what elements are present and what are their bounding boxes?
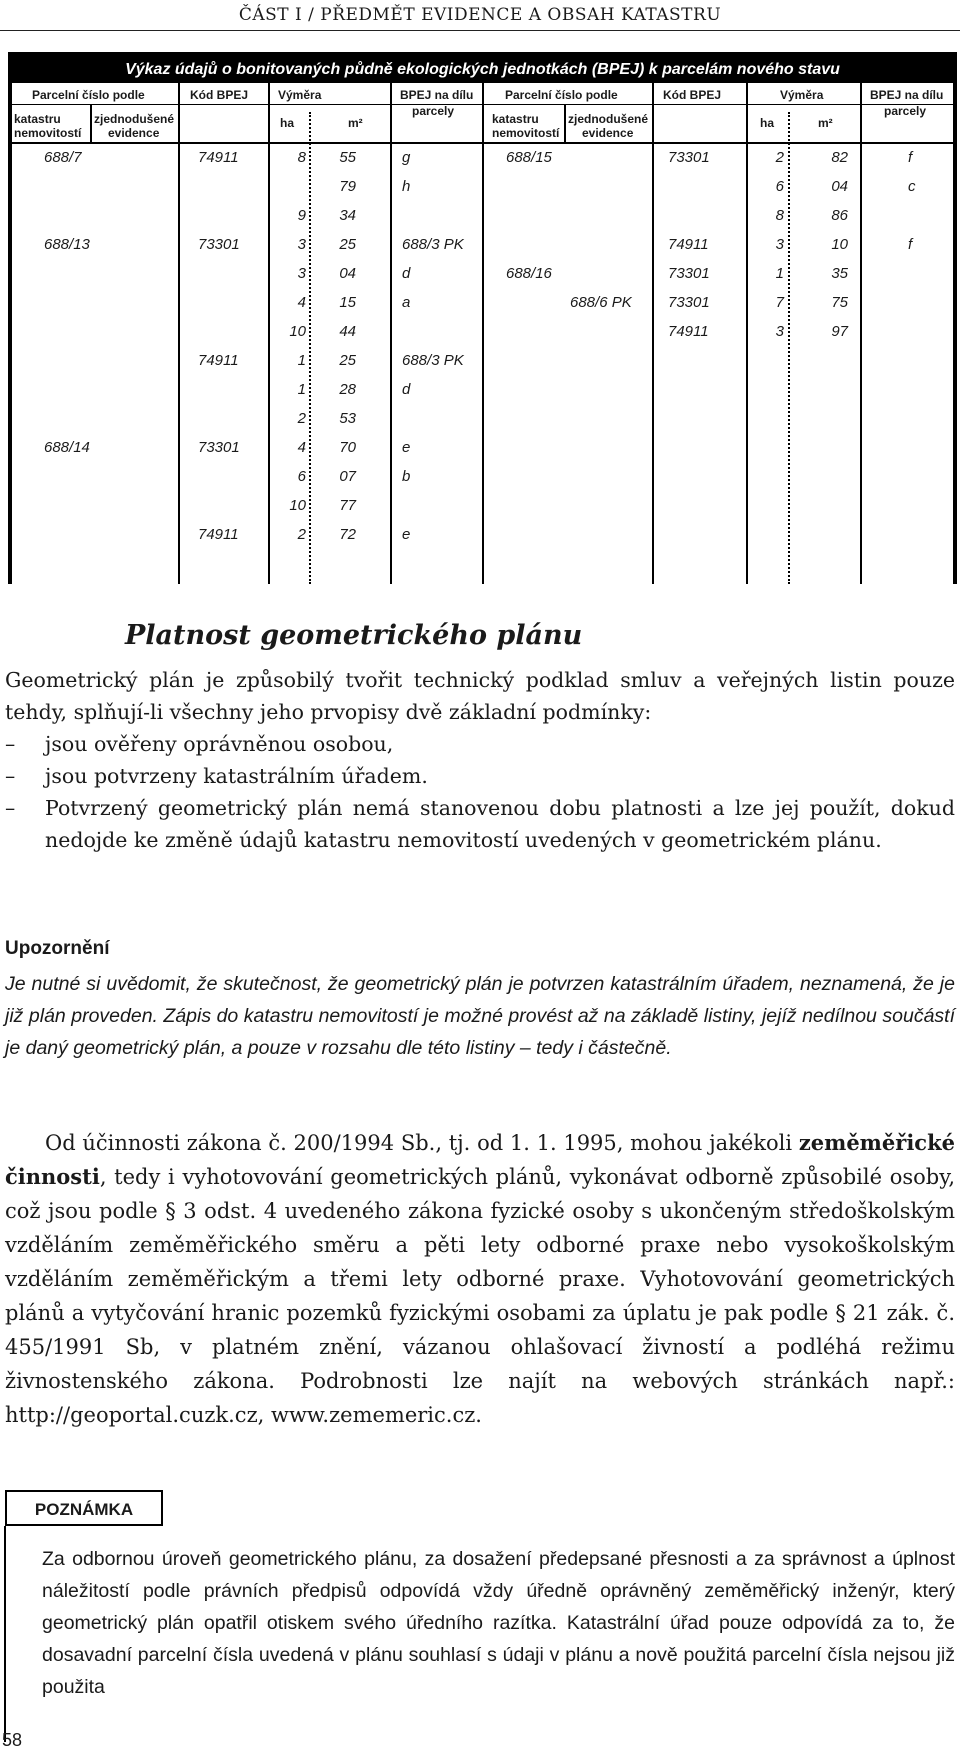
header-parcelni-cislo-left: Parcelní číslo podle <box>32 88 145 102</box>
table-cell-m2: 70 <box>339 439 356 456</box>
table-cell-kat: 688/14 <box>44 439 90 456</box>
table-cell-ha: 4 <box>297 439 306 456</box>
table-cell-bpej: 688/3 PK <box>402 236 464 253</box>
header-parcely-left: parcely <box>412 104 455 118</box>
table-right-border <box>953 52 957 584</box>
table-cell-m2: 97 <box>831 323 848 340</box>
warning-text: Je nutné si uvědomit, že skutečnost, že geometrický plán je potvrzen katastrálním úřadem, neznamená, že je již plán proveden. Zápis do katastru nemovitostí je možné provést až na základě listiny, jejíž nedílnou součástí je daný geometrický plán, a pouze v rozsahu dle této listiny – tedy i částečně. <box>5 973 955 1059</box>
table-cell-ha: 6 <box>297 468 306 485</box>
section-title: Platnost geometrického plánu <box>125 620 583 651</box>
col-rule <box>652 83 654 584</box>
table-cell-m2: 10 <box>831 236 848 253</box>
table-cell-m2: 53 <box>339 410 356 427</box>
header-vymera-right: Výměra <box>780 88 824 102</box>
table-cell-m2: 04 <box>831 178 848 195</box>
table-cell-kod: 74911 <box>198 149 239 166</box>
table-cell-m2: 25 <box>339 236 356 253</box>
table-cell-ha: 3 <box>297 236 306 253</box>
table-cell-kod: 74911 <box>668 323 709 340</box>
col-rule <box>90 104 92 144</box>
table-cell-bpej: d <box>402 381 411 398</box>
running-head: ČÁST I / PŘEDMĚT EVIDENCE A OBSAH KATASTRU <box>238 5 722 25</box>
table-cell-kod: 74911 <box>198 352 239 369</box>
bullet-text: jsou ověřeny oprávněnou osobou, <box>45 732 394 756</box>
bullet-dash: – <box>5 764 16 788</box>
table-cell-ha: 3 <box>297 265 306 282</box>
table-cell-bpej: e <box>402 439 411 456</box>
table-cell-ha: 10 <box>289 323 306 340</box>
table-cell-m2: 25 <box>339 352 356 369</box>
table-cell-m2: 35 <box>831 265 848 282</box>
table-cell-kod: 74911 <box>668 236 709 253</box>
table-cell-kod: 73301 <box>198 236 240 253</box>
table-cell-bpej: a <box>402 294 411 311</box>
table-cell-kod: 73301 <box>668 149 710 166</box>
table-cell-m2: 55 <box>339 149 356 166</box>
col-rule <box>178 83 180 584</box>
header-zjednodusene-left: zjednodušené <box>94 112 175 126</box>
header-ha-right: ha <box>760 116 775 130</box>
table-title: Výkaz údajů o bonitovaných půdně ekologických jednotkách (BPEJ) k parcelám nového stavu <box>125 61 840 78</box>
table-cell-bpej: f <box>908 149 913 166</box>
table-cell-ha: 2 <box>775 149 784 166</box>
intro-paragraph: Geometrický plán je způsobilý tvořit technický podklad smluv a veřejných listin pouze tehdy, splňují-li všechny jeho prvopisy dvě základní podmínky: <box>5 668 955 724</box>
header-katastru-left: katastru <box>14 112 61 126</box>
header-parcely-right: parcely <box>884 104 927 118</box>
table-cell-bpej: h <box>402 178 411 195</box>
header-m2-right: m² <box>818 116 833 130</box>
table-left-border <box>8 52 12 584</box>
table-cell-bpej: e <box>402 526 411 543</box>
table-cell-ha: 8 <box>775 207 784 224</box>
table-cell-kat: 688/15 <box>506 149 552 166</box>
header-bpej-na-dilu-left: BPEJ na dílu <box>400 88 474 102</box>
bullet-item <box>5 792 955 856</box>
table-cell-m2: 07 <box>339 468 356 485</box>
col-rule-dotted <box>788 112 790 584</box>
header-evidence-right: evidence <box>582 126 634 140</box>
header-parcelni-cislo-right: Parcelní číslo podle <box>505 88 618 102</box>
table-cell-m2: 86 <box>831 207 848 224</box>
bullet-dash: – <box>5 732 16 756</box>
table-cell-ha: 1 <box>297 381 306 398</box>
col-rule-dotted <box>309 112 311 584</box>
table-cell-bpej: f <box>908 236 913 253</box>
table-cell-ha: 1 <box>775 265 784 282</box>
table-cell-bpej: 688/3 PK <box>402 352 464 369</box>
bullet-item <box>5 728 955 760</box>
table-cell-ha: 1 <box>297 352 306 369</box>
table-cell-m2: 79 <box>339 178 356 195</box>
table-cell-zje: 688/6 PK <box>570 294 632 311</box>
bullet-item <box>5 760 955 792</box>
note-text: Za odbornou úroveň geometrického plánu, za dosažení předepsané přesnosti a za správnost a úplnost náležitostí podle právních předpisů odpovídá vždy úředně oprávněný zeměměřický inženýr, který geometrický plán opatřil otiskem svého úředního razítka. Katastrální úřad pouze odpovídá za to, že dosavadní parcelní čísla uvedená v plánu souhlasí s údaji v plánu a nově použitá parcelní čísla nejsou již použita <box>42 1548 955 1698</box>
law-text-post: , tedy i vyhotovování geometrických plánů, vykonávat odborně způsobilé osoby, což jsou podle § 3 odst. 4 uvedeného zákona fyzické osoby s ukončeným středoškolským vzděláním zeměměřického směru a pěti lety odborné praxe nebo vysokoškolským vzděláním zeměměřickým a třemi lety odborné praxe. Vyhotovování geometrických plánů a vytyčování hranic pozemků fyzickými osobami za úplatu je pak podle § 21 zák. č. 455/1991 Sb, v platném znění, vázanou ohlašovací živností a podléhá režimu živnostenského zákona. Podrobnosti lze najít na webových stránkách např.: http://geoportal.cuzk.cz, www.zememeric.cz. <box>5 1165 955 1427</box>
note-label: POZNÁMKA <box>5 1490 163 1526</box>
table-cell-ha: 6 <box>775 178 784 195</box>
table-cell-m2: 15 <box>339 294 356 311</box>
table-cell-ha: 2 <box>297 410 306 427</box>
table-cell-ha: 4 <box>297 294 306 311</box>
running-head-rule <box>0 30 960 31</box>
table-cell-ha: 3 <box>775 323 784 340</box>
table-cell-kod: 74911 <box>198 526 239 543</box>
table-cell-ha: 10 <box>289 497 306 514</box>
col-rule <box>860 83 862 584</box>
table-cell-m2: 75 <box>831 294 848 311</box>
bullet-text: jsou potvrzeny katastrálním úřadem. <box>45 764 428 788</box>
table-cell-bpej: g <box>402 149 411 166</box>
page-number: 58 <box>2 1730 23 1750</box>
bullet-dash: – <box>5 796 16 820</box>
table-cell-m2: 77 <box>339 497 356 514</box>
header-nemovitosti-left: nemovitostí <box>14 126 82 140</box>
header-vymera-left: Výměra <box>278 88 322 102</box>
table-cell-m2: 44 <box>339 323 356 340</box>
col-rule <box>482 83 484 584</box>
header-kod-bpej-left: Kód BPEJ <box>190 88 249 102</box>
law-text-bold: zeměměřické činnosti <box>5 1130 955 1189</box>
table-cell-kod: 73301 <box>668 294 710 311</box>
header-katastru-right: katastru <box>492 112 539 126</box>
header-m2-left: m² <box>348 116 363 130</box>
table-cell-m2: 28 <box>339 381 356 398</box>
law-paragraph <box>5 1126 955 1432</box>
table-cell-ha: 7 <box>775 294 784 311</box>
header-nemovitosti-right: nemovitostí <box>492 126 560 140</box>
table-cell-ha: 8 <box>297 149 306 166</box>
table-cell-m2: 04 <box>339 265 356 282</box>
table-cell-bpej: d <box>402 265 411 282</box>
table-cell-kat: 688/16 <box>506 265 552 282</box>
header-zjednodusene-right: zjednodušené <box>568 112 649 126</box>
table-cell-bpej: b <box>402 468 411 485</box>
bpej-table <box>8 52 957 584</box>
header-ha-left: ha <box>280 116 295 130</box>
table-cell-kat: 688/13 <box>44 236 90 253</box>
law-text-pre: Od účinnosti zákona č. 200/1994 Sb., tj. od 1. 1. 1995, mohou jakékoli <box>45 1131 799 1155</box>
col-rule <box>390 83 392 584</box>
table-cell-bpej: c <box>908 178 916 195</box>
bullet-text: Potvrzený geometrický plán nemá stanovenou dobu platnosti a lze jej použít, dokud nedojde ke změně údajů katastru nemovitostí uvedených v geometrickém plánu. <box>45 796 955 852</box>
header-kod-bpej-right: Kód BPEJ <box>663 88 722 102</box>
header-bpej-na-dilu-right: BPEJ na dílu <box>870 88 944 102</box>
col-rule <box>564 104 566 144</box>
table-cell-m2: 34 <box>339 207 356 224</box>
table-cell-kat: 688/7 <box>44 149 82 166</box>
table-cell-ha: 3 <box>775 236 784 253</box>
table-cell-ha: 2 <box>297 526 306 543</box>
table-cell-ha: 9 <box>297 207 306 224</box>
header-evidence-left: evidence <box>108 126 160 140</box>
note-side-rule <box>4 1526 6 1742</box>
table-cell-m2: 72 <box>339 526 356 543</box>
table-cell-kod: 73301 <box>198 439 240 456</box>
table-cell-m2: 82 <box>831 149 848 166</box>
table-cell-kod: 73301 <box>668 265 710 282</box>
warning-heading: Upozornění <box>5 938 110 959</box>
